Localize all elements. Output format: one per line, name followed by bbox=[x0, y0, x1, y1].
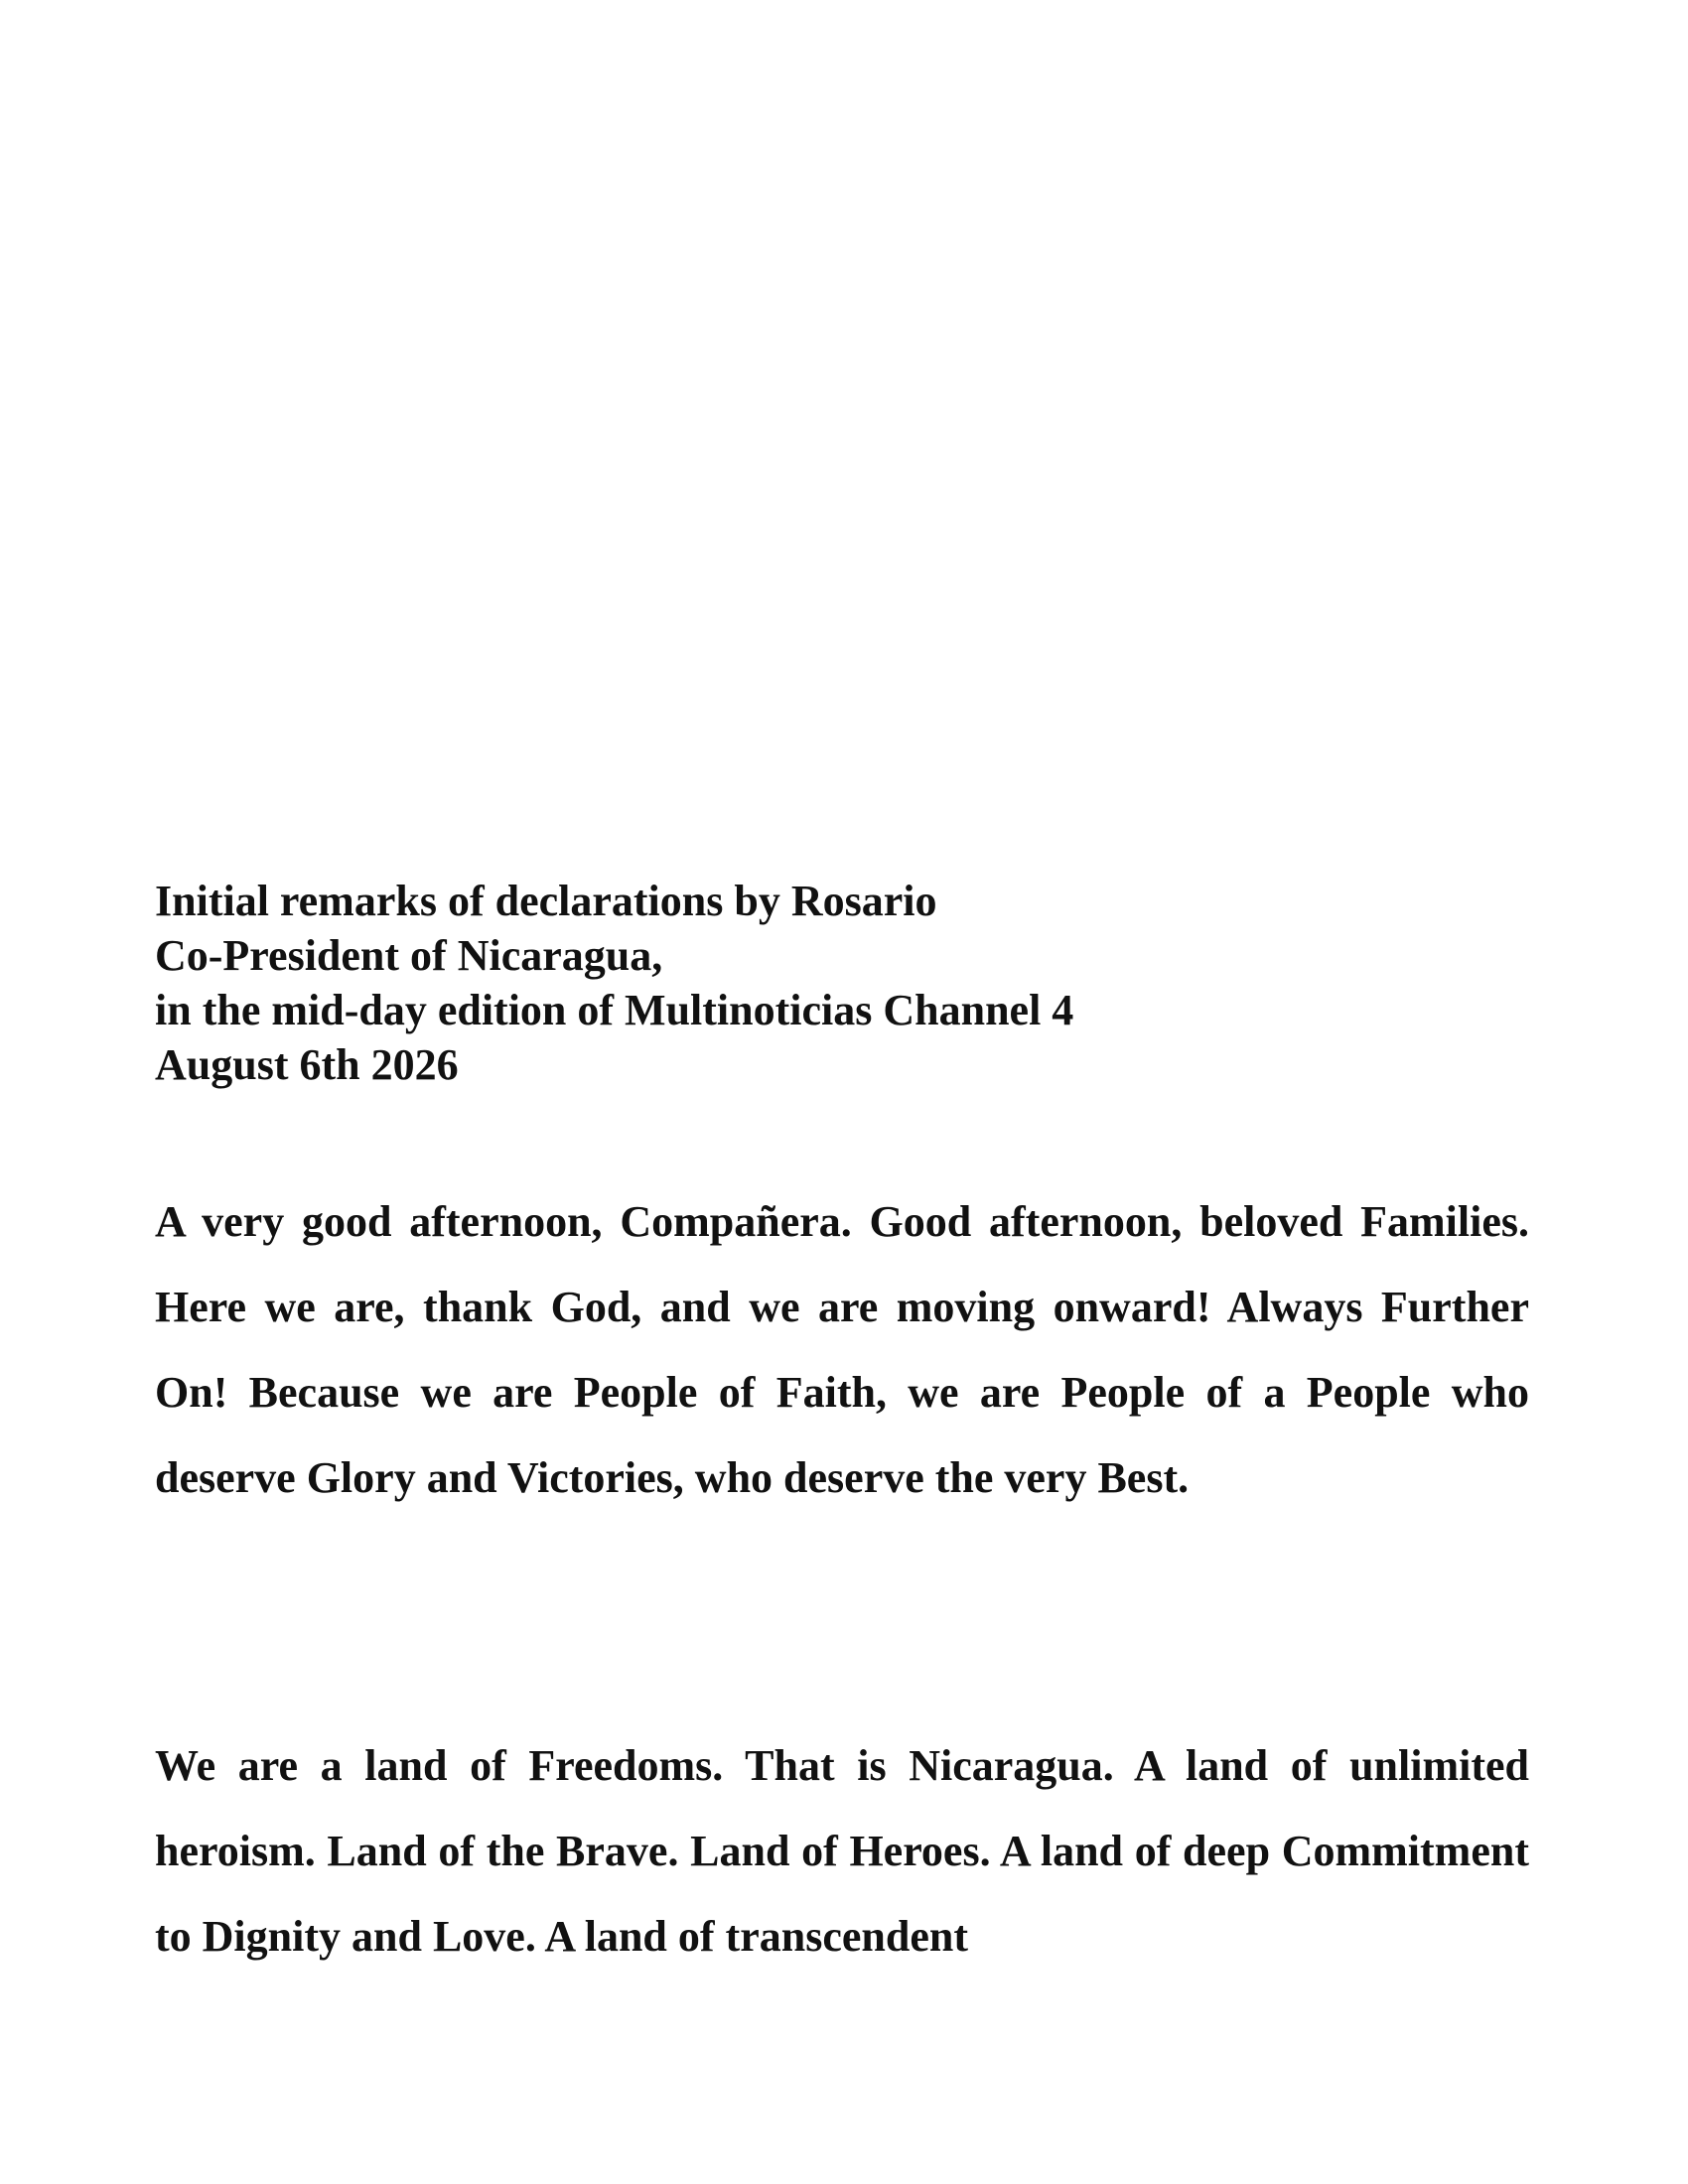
body-paragraph-land: We are a land of Freedoms. That is Nicaragua. A land of unlimited heroism. Land of the Brave. Land of Heroes. A land of deep Commitment to Dignity and Love. A land of transcendent bbox=[155, 1741, 1529, 1961]
heading-line-program: in the mid-day edition of Multinoticias Channel 4 bbox=[155, 986, 1074, 1034]
document-heading bbox=[155, 874, 1535, 1092]
heading-line-date: August 6th 2026 bbox=[155, 1040, 459, 1089]
heading-line-title: Initial remarks of declarations by Rosario bbox=[155, 877, 937, 925]
heading-line-role: Co-President of Nicaragua, bbox=[155, 931, 663, 980]
body-paragraph-greeting: A very good afternoon, Compañera. Good afternoon, beloved Families. Here we are, thank God, and we are moving onward! Always Further On! Because we are People of Faith, we are People of a People who deserve Glory and Victories, who deserve the very Best. bbox=[155, 1197, 1529, 1502]
